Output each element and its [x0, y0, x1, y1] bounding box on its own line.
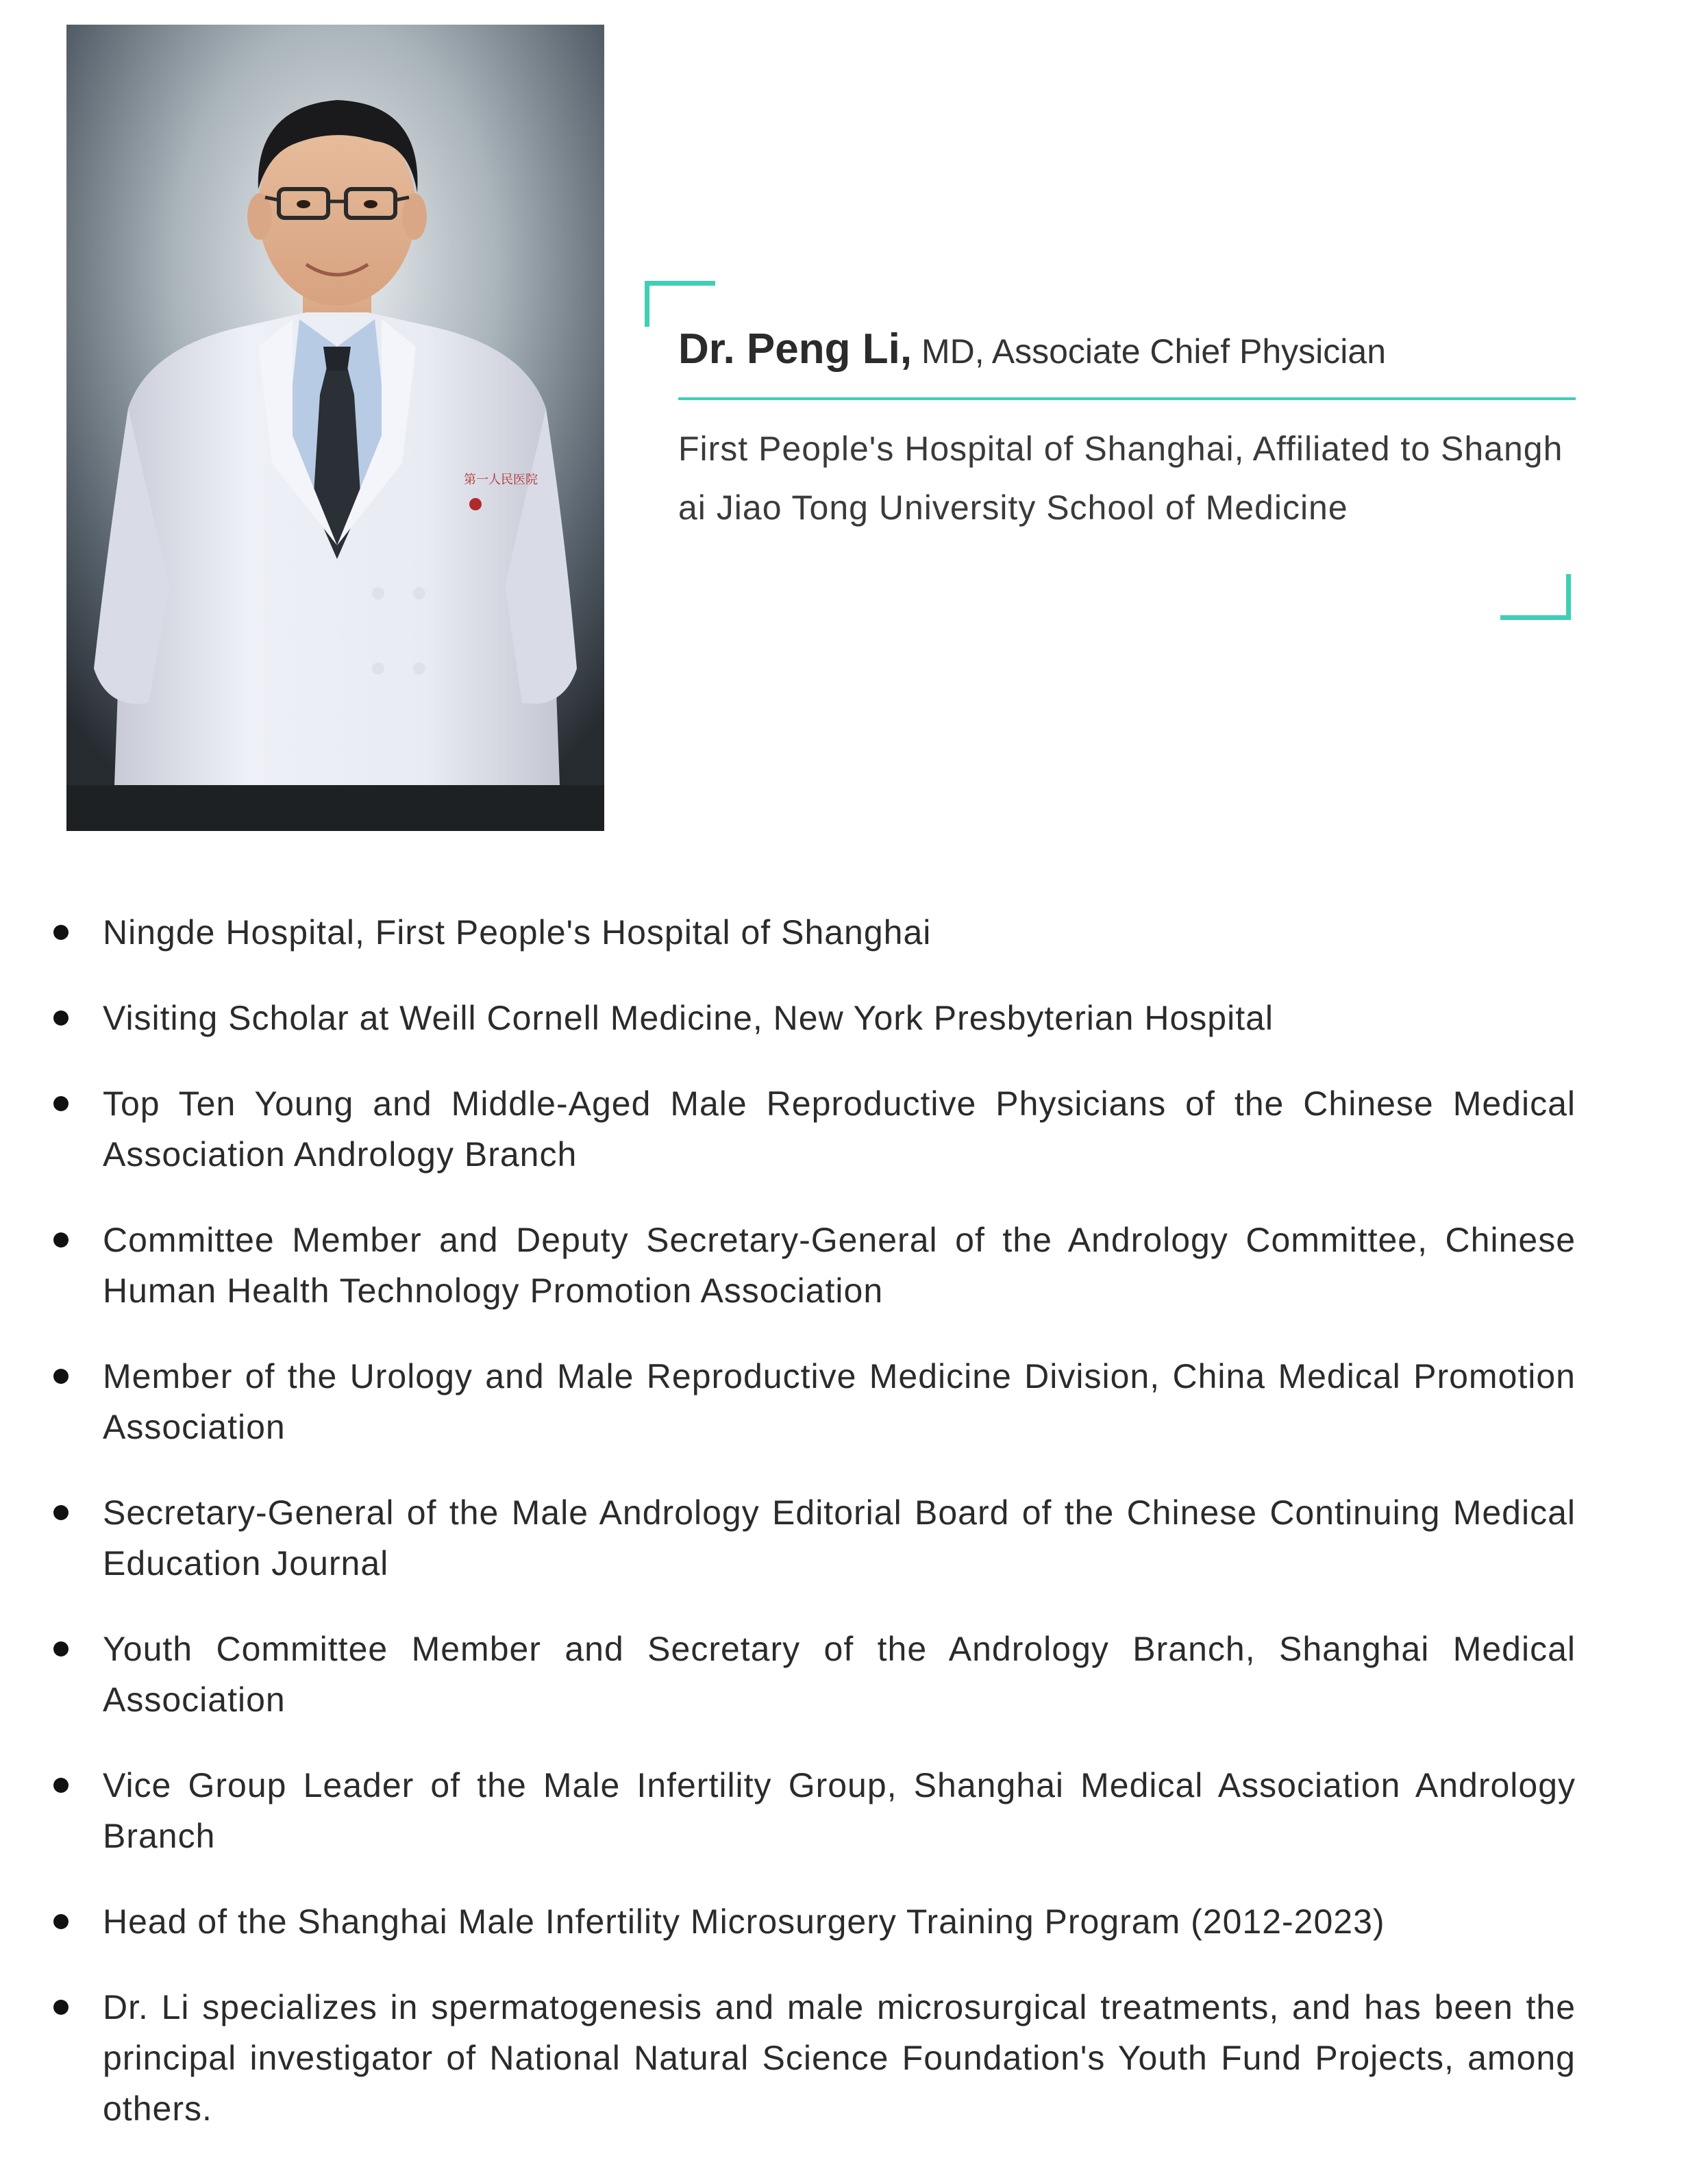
list-item [0, 1624, 1576, 1725]
doctor-name: Dr. Peng Li, [678, 325, 913, 373]
list-item [0, 1078, 1576, 1180]
list-item [0, 1351, 1576, 1452]
list-item-text: Top Ten Young and Middle-Aged Male Reproductive Physicians of the Chinese Medical Association Andrology Branch [103, 1084, 1576, 1174]
bullet-icon [53, 1641, 69, 1656]
doctor-credentials: MD, Associate Chief Physician [912, 332, 1387, 371]
card-corner-bottom-right [1500, 574, 1571, 620]
list-item [0, 1896, 1576, 1947]
list-item-text: Ningde Hospital, First People's Hospital of Shanghai [103, 913, 932, 952]
bullet-icon [53, 925, 69, 940]
list-item-text: Head of the Shanghai Male Infertility Microsurgery Training Program (2012-2023) [103, 1902, 1385, 1941]
doctor-portrait-illustration [66, 25, 604, 831]
list-item-text: Youth Committee Member and Secretary of the Andrology Branch, Shanghai Medical Association [103, 1630, 1576, 1719]
doctor-heading [678, 322, 1576, 388]
bullet-icon [53, 1914, 69, 1929]
list-item-text: Committee Member and Deputy Secretary-General of the Andrology Committee, Chinese Human Health Technology Promotion Association [103, 1221, 1576, 1310]
bullet-icon [53, 1369, 69, 1384]
list-item [0, 993, 1576, 1043]
list-item [0, 1215, 1576, 1316]
doctor-portrait [66, 25, 604, 831]
card-corner-top-left [645, 281, 715, 327]
list-item [0, 1982, 1576, 2134]
list-item [0, 1760, 1576, 1861]
list-item [0, 1487, 1576, 1589]
list-item-text: Secretary-General of the Male Andrology Editorial Board of the Chinese Continuing Medical Education Journal [103, 1493, 1576, 1583]
list-item-text: Visiting Scholar at Weill Cornell Medicine, New York Presbyterian Hospital [103, 999, 1274, 1037]
list-item-text: Dr. Li specializes in spermatogenesis and male microsurgical treatments, and has been the principal investigator of National Natural Science Foundation's Youth Fund Projects, among others. [103, 1988, 1576, 2128]
bullet-icon [53, 1778, 69, 1793]
heading-divider [678, 397, 1576, 400]
list-item-text: Member of the Urology and Male Reproductive Medicine Division, China Medical Promotion Association [103, 1357, 1576, 1446]
bullet-icon [53, 2000, 69, 2015]
credentials-list [0, 907, 1699, 2169]
bullet-icon [53, 1010, 69, 1026]
coat-emblem-text: 第一人民医院 [464, 473, 538, 487]
doctor-affiliation: First People's Hospital of Shanghai, Affiliated to Shanghai Jiao Tong University School of Medicine [678, 430, 1563, 527]
list-item [0, 907, 1576, 958]
bullet-icon [53, 1505, 69, 1520]
list-item-text: Vice Group Leader of the Male Infertility Group, Shanghai Medical Association Andrology Branch [103, 1766, 1576, 1855]
bullet-icon [53, 1232, 69, 1248]
bullet-icon [53, 1096, 69, 1111]
